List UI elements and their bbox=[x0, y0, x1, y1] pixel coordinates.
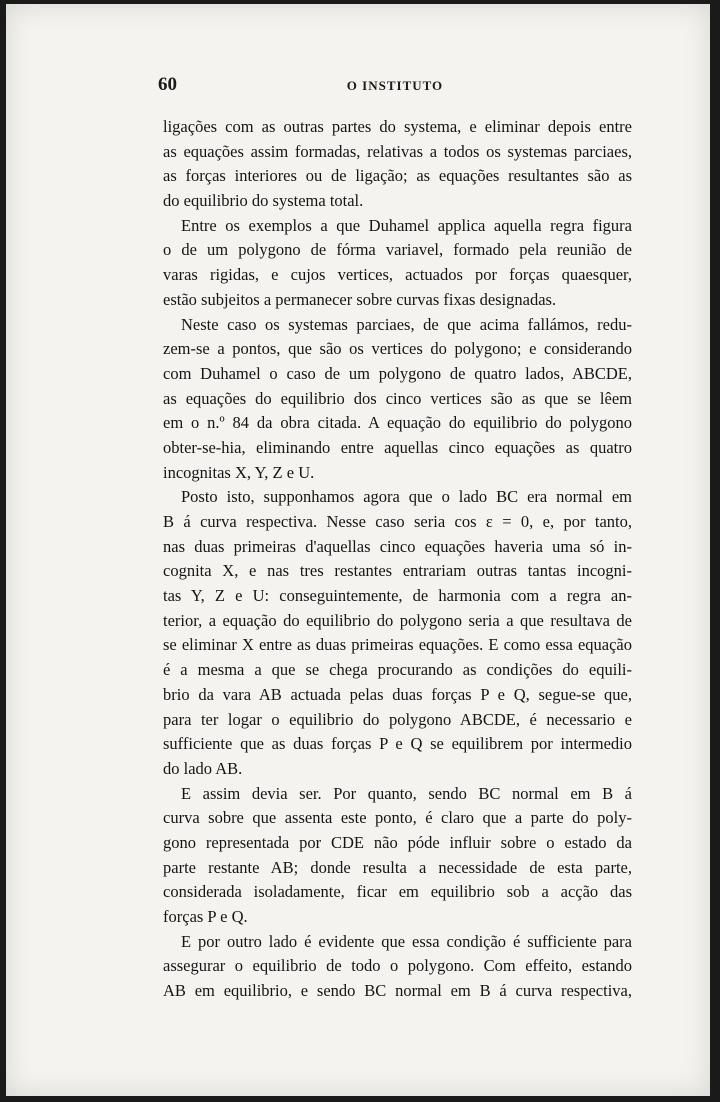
page-header bbox=[158, 74, 632, 102]
text-line: ligações com as outras partes do systema, e eliminar depois entre bbox=[163, 117, 632, 136]
text-line: com Duhamel o caso de um polygono de quatro lados, ABCDE, bbox=[163, 363, 632, 383]
text-line: E assim devia ser. Por quanto, sendo BC normal em B á bbox=[181, 783, 632, 803]
text-line: gono representada por CDE não póde influir sobre o estado da bbox=[163, 832, 632, 852]
running-title: O INSTITUTO bbox=[346, 78, 444, 93]
text-line: nas duas primeiras d'aquellas cinco equações haveria uma só in- bbox=[163, 536, 632, 556]
text-line: sufficiente que as duas forças P e Q se equilibrem por intermedio bbox=[163, 734, 632, 754]
text-line: as equações do equilibrio dos cinco vertices são as que se lêem bbox=[163, 388, 632, 408]
text-line: em o n.º 84 da obra citada. A equação do equilibrio do polygono bbox=[163, 413, 632, 433]
page-number: 60 bbox=[158, 74, 177, 95]
text-line: estão subjeitos a permanecer sobre curvas fixas designadas. bbox=[163, 289, 557, 309]
text-line: forças P e Q. bbox=[163, 907, 248, 926]
text-line: as forças interiores ou de ligação; as equações resultantes são as bbox=[163, 166, 632, 186]
text-line: zem-se a pontos, que são os vertices do polygono; e considerando bbox=[163, 339, 632, 359]
text-line: B á curva respectiva. Nesse caso seria cos ε = 0, e, por tanto, bbox=[163, 512, 632, 531]
text-line: incognitas X, Y, Z e U. bbox=[163, 462, 315, 482]
text-line: AB em equilibrio, e sendo BC normal em B á curva respectiva, bbox=[163, 981, 632, 1001]
text-line: brio da vara AB actuada pelas duas forças P e Q, segue-se que, bbox=[163, 684, 632, 704]
text-line: assegurar o equilibrio de todo o polygono. Com effeito, estando bbox=[163, 956, 632, 976]
text-line: varas rigidas, e cujos vertices, actuados por forças quaesquer, bbox=[163, 265, 632, 285]
text-line: obter-se-hia, eliminando entre aquellas cinco equações as quatro bbox=[163, 437, 632, 457]
text-line: E por outro lado é evidente que essa condição é sufficiente para bbox=[181, 931, 632, 951]
text-line: cognita X, e nas tres restantes entrariam outras tantas incogni- bbox=[163, 561, 632, 581]
book-page bbox=[6, 4, 710, 1096]
text-line: para ter logar o equilibrio do polygono ABCDE, é necessario e bbox=[163, 709, 632, 729]
text-line: do equilibrio do systema total. bbox=[163, 191, 364, 211]
text-line: se eliminar X entre as duas primeiras equações. E como essa equação bbox=[163, 635, 632, 655]
text-line: Posto isto, supponhamos agora que o lado BC era normal em bbox=[181, 487, 632, 507]
text-line: o de um polygono de fórma variavel, formado pela reunião de bbox=[163, 240, 632, 260]
text-line: considerada isoladamente, ficar em equilibrio sob a acção das bbox=[163, 882, 632, 902]
text-line: tas Y, Z e U: conseguintemente, de harmonia com a regra an- bbox=[163, 586, 632, 606]
text-line: é a mesma a que se chega procurando as condições do equili- bbox=[163, 660, 632, 680]
text-line: Entre os exemplos a que Duhamel applica aquella regra figura bbox=[181, 215, 632, 235]
text-line: as equações assim formadas, relativas a todos os systemas parciaes, bbox=[163, 141, 632, 161]
text-line: do lado AB. bbox=[163, 758, 243, 778]
body-text bbox=[163, 115, 632, 1004]
text-line: curva sobre que assenta este ponto, é claro que a parte do poly- bbox=[163, 808, 632, 828]
text-line: parte restante AB; donde resulta a necessidade de esta parte, bbox=[163, 857, 632, 877]
text-line: Neste caso os systemas parciaes, de que acima fallámos, redu- bbox=[181, 314, 632, 334]
text-line: terior, a equação do equilibrio do polygono seria a que resultava de bbox=[163, 610, 632, 630]
